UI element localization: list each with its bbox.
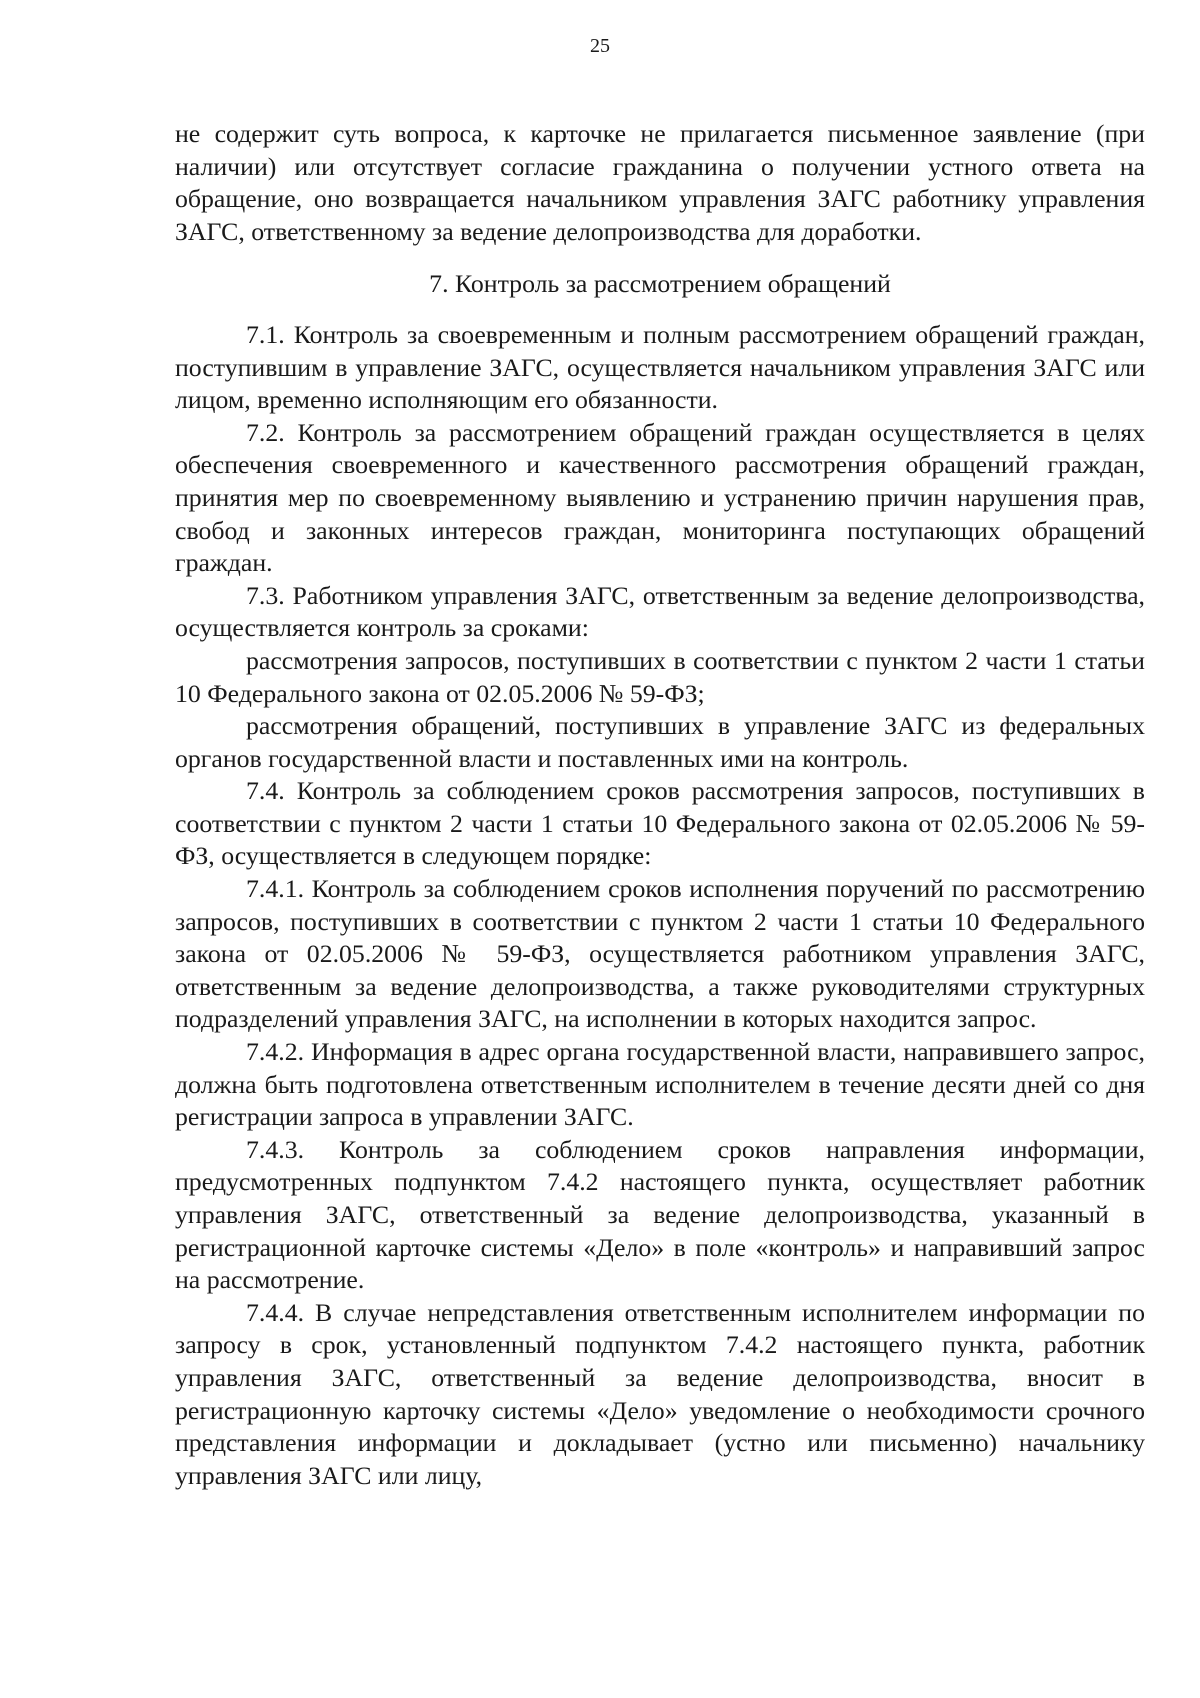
paragraph-7-1: 7.1. Контроль за своевременным и полным рассмотрением обращений граждан, поступившим в управление ЗАГС, осуществляется начальником управления ЗАГС или лицом, временно исполняющим его обязанности.	[175, 319, 1145, 415]
paragraph-7-4: 7.4. Контроль за соблюдением сроков рассмотрения запросов, поступивших в соответствии с пунктом 2 части 1 статьи 10 Федерального закона от 02.05.2006 № 59-ФЗ, осуществляется в следующем порядке:	[175, 776, 1145, 871]
paragraph-7-3: 7.3. Работником управления ЗАГС, ответственным за ведение делопроизводства, осуществляется контроль за сроками:	[175, 580, 1145, 643]
paragraph-7-4-3: 7.4.3. Контроль за соблюдением сроков направления информации, предусмотренных подпунктом 7.4.2 настоящего пункта, осуществляет работник управления ЗАГС, ответственный за ведение делопроизводства, указанный в регистрационной карточке системы «Дело» в поле «контроль» и направивший запрос на рассмотрение.	[175, 1134, 1145, 1295]
section-heading: 7. Контроль за рассмотрением обращений	[429, 269, 891, 299]
paragraph-7-4-4: 7.4.4. В случае непредставления ответственным исполнителем информации по запросу в срок, установленный подпунктом 7.4.2 настоящего пункта, работник управления ЗАГС, ответственный за ведение делопроизводства, вносит в регистрационную карточку системы «Дело» уведомление о необходимости срочного представления информации и докладывает (устно или письменно) начальнику управления ЗАГС или лицу,	[175, 1297, 1145, 1490]
paragraph-7-4-2: 7.4.2. Информация в адрес органа государственной власти, направившего запрос, должна быть подготовлена ответственным исполнителем в течение десяти дней со дня регистрации запроса в управлении ЗАГС.	[175, 1037, 1145, 1132]
paragraph-7-3-item-1: рассмотрения запросов, поступивших в соответствии с пунктом 2 части 1 статьи 10 Федерального закона от 02.05.2006 № 59-ФЗ;	[175, 645, 1145, 708]
paragraph-7-2: 7.2. Контроль за рассмотрением обращений граждан осуществляется в целях обеспечения своевременного и качественного рассмотрения обращений граждан, принятия мер по своевременному выявлению и устранению причин нарушения прав, свобод и законных интересов граждан, мониторинга поступающих обращений граждан.	[175, 417, 1145, 578]
paragraph-7-3-item-2: рассмотрения обращений, поступивших в управление ЗАГС из федеральных органов государственной власти и поставленных ими на контроль.	[175, 711, 1145, 773]
page-number: 25	[590, 35, 610, 57]
document-body	[175, 118, 1145, 1492]
paragraph-7-4-1: 7.4.1. Контроль за соблюдением сроков исполнения поручений по рассмотрению запросов, поступивших в соответствии с пунктом 2 части 1 статьи 10 Федерального закона от 02.05.2006 № 59-ФЗ, осуществляется работником управления ЗАГС, ответственным за ведение делопроизводства, а также руководителями структурных подразделений управления ЗАГС, на исполнении в которых находится запрос.	[175, 874, 1145, 1034]
paragraph-continuation: не содержит суть вопроса, к карточке не прилагается письменное заявление (при наличии) или отсутствует согласие гражданина о получении устного ответа на обращение, оно возвращается начальником управления ЗАГС работнику управления ЗАГС, ответственному за ведение делопроизводства для доработки.	[175, 119, 1145, 246]
